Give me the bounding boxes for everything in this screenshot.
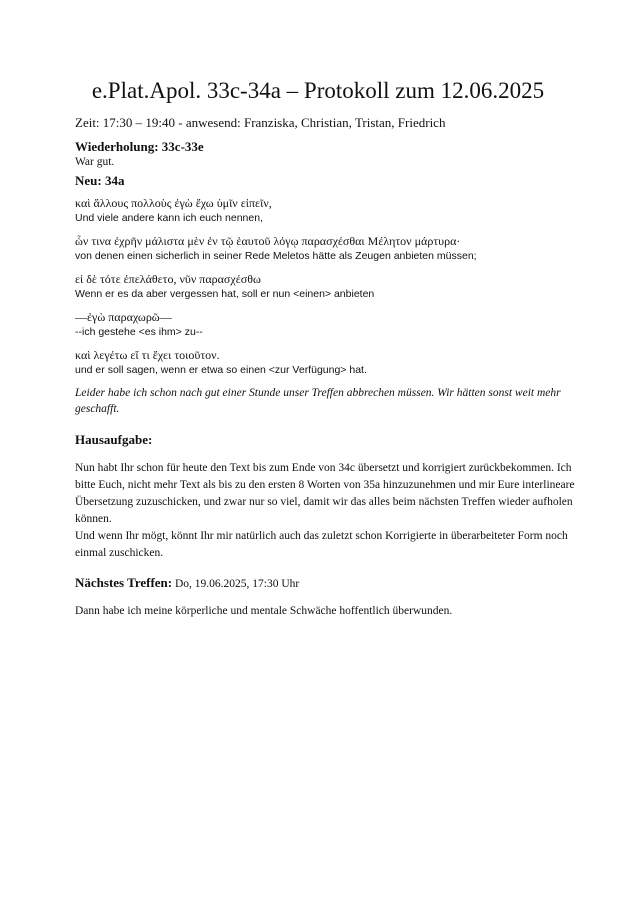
greek-line: καὶ ἄλλους πολλοὺς ἐγὼ ἔχω ὑμῖν εἰπεῖν, <box>75 196 272 210</box>
meeting-meta: Zeit: 17:30 – 19:40 - anwesend: Franziska, Christian, Tristan, Friedrich <box>75 115 446 130</box>
translation-pair <box>75 233 580 264</box>
greek-line: ὧν τινα ἐχρῆν μάλιστα μὲν ἐν τῷ ἑαυτοῦ λόγῳ παρασχέσθαι Μέλητον μάρτυρα· <box>75 234 461 248</box>
translation-pair <box>75 271 580 302</box>
new-section-heading: Neu: 34a <box>75 173 125 188</box>
german-line: Wenn er es da aber vergessen hat, soll er nun <einen> anbieten <box>75 288 375 300</box>
german-line: Und viele andere kann ich euch nennen, <box>75 212 263 224</box>
translation-pair <box>75 347 580 378</box>
german-line: von denen einen sicherlich in seiner Rede Meletos hätte als Zeugen anbieten müssen; <box>75 250 477 262</box>
next-meeting-date: Do, 19.06.2025, 17:30 Uhr <box>175 578 300 590</box>
review-heading: Wiederholung: 33c-33e <box>75 139 204 154</box>
next-meeting-label: Nächstes Treffen: <box>75 575 173 590</box>
greek-line: —ἐγὼ παραχωρῶ— <box>75 310 172 324</box>
document-body <box>75 138 580 620</box>
homework-paragraph: Nun habt Ihr schon für heute den Text bis zum Ende von 34c übersetzt und korrigiert zurückbekommen. Ich bitte Euch, nicht mehr Text als bis zu den ersten 8 Worten von 35a hinzuzunehmen und mir Eure interlineare Übersetzung zuzuschicken, und zwar nur so viel, damit wir das alles beim nächsten Treffen wieder aufholen können. <box>75 462 575 525</box>
translation-pair <box>75 195 580 226</box>
homework-heading: Hausaufgabe: <box>75 432 153 447</box>
session-note: Leider habe ich schon nach gut einer Stunde unser Treffen abbrechen müssen. Wir hätten sonst weit mehr geschafft. <box>75 387 561 415</box>
review-text: War gut. <box>75 156 115 168</box>
next-meeting <box>75 574 580 593</box>
homework-paragraph: Und wenn Ihr mögt, könnt Ihr mir natürlich auch das zuletzt schon Korrigierte in überarbeiteter Form noch einmal zuschicken. <box>75 530 568 559</box>
greek-line: καὶ λεγέτω εἴ τι ἔχει τοιοῦτον. <box>75 348 220 362</box>
german-line: und er soll sagen, wenn er etwa so einen <zur Verfügung> hat. <box>75 364 367 376</box>
closing-text: Dann habe ich meine körperliche und mentale Schwäche hoffentlich überwunden. <box>75 605 453 617</box>
document-title: e.Plat.Apol. 33c-34a – Protokoll zum 12.06.2025 <box>91 78 545 103</box>
translation-pair <box>75 309 580 340</box>
german-line: --ich gestehe <es ihm> zu-- <box>75 326 203 338</box>
greek-line: εἰ δὲ τότε ἐπελάθετο, νῦν παρασχέσθω <box>75 272 261 286</box>
